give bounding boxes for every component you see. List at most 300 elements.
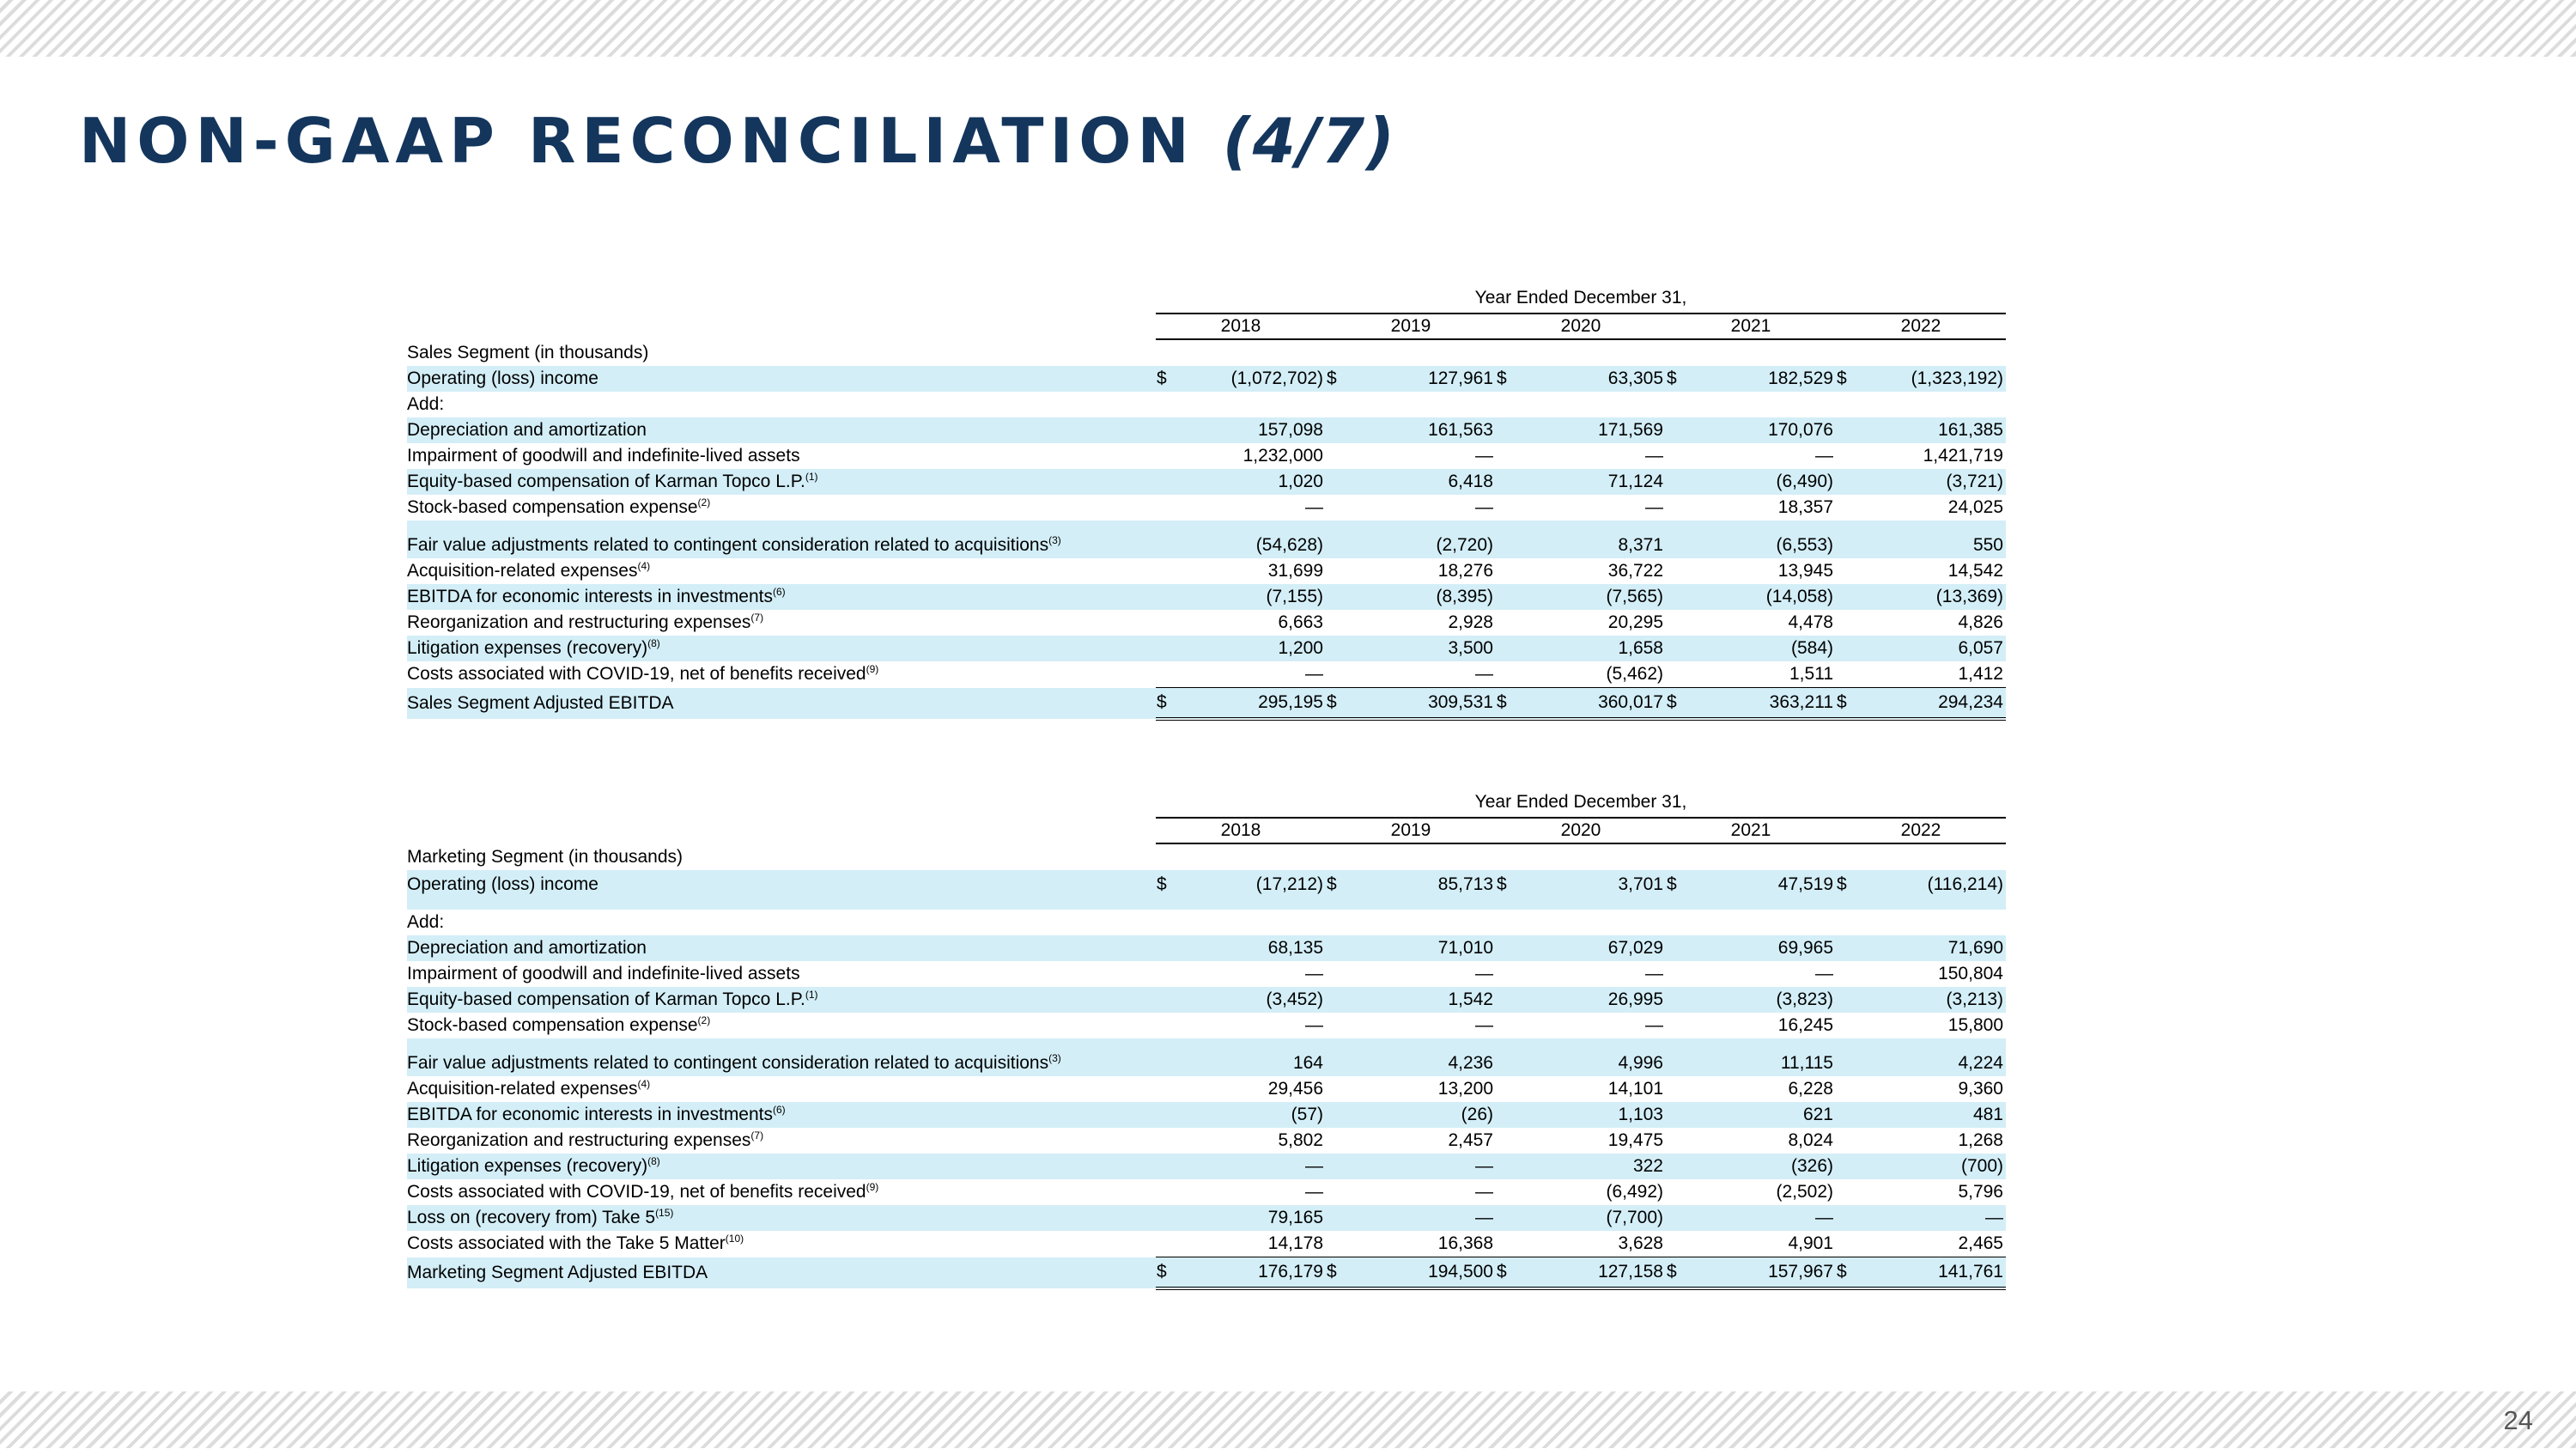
row-label (407, 935, 1156, 961)
value-cell: 1,658 (1522, 636, 1666, 661)
value-cell: 1,200 (1182, 636, 1326, 661)
currency-symbol (1156, 1154, 1182, 1179)
row-label-text: Marketing Segment Adjusted EBITDA (407, 1262, 708, 1282)
row-label-text: Costs associated with COVID-19, net of benefits received (407, 1182, 866, 1202)
currency-symbol (1326, 584, 1352, 610)
row-label (407, 366, 1156, 392)
currency-symbol (1326, 392, 1352, 417)
currency-symbol (1156, 417, 1182, 443)
top-stripe-band (0, 0, 2576, 57)
row-label-text: Costs associated with the Take 5 Matter (407, 1233, 726, 1254)
currency-symbol (1666, 443, 1692, 469)
row-label (407, 1257, 1156, 1289)
currency-symbol (1326, 443, 1352, 469)
value-cell: 3,628 (1522, 1231, 1666, 1257)
value-cell: — (1475, 446, 1493, 466)
currency-symbol (1496, 661, 1522, 688)
value-cell: (13,369) (1862, 584, 2006, 610)
currency-symbol (1836, 469, 1862, 495)
header-spacer (407, 818, 1156, 843)
currency-symbol (1836, 987, 1862, 1013)
value-cell: (7,700) (1522, 1205, 1666, 1231)
currency-symbol (1836, 1205, 1862, 1231)
currency-symbol (1836, 1179, 1862, 1205)
currency-symbol (1666, 1205, 1692, 1231)
currency-symbol (1156, 661, 1182, 688)
value-cell: (26) (1352, 1102, 1496, 1128)
currency-symbol (1836, 443, 1862, 469)
currency-symbol (1836, 1050, 1862, 1076)
value-cell: 47,519 (1692, 870, 1836, 910)
currency-symbol (1156, 1128, 1182, 1154)
currency-symbol (1666, 661, 1692, 688)
value-cell: 294,234 (1862, 688, 2006, 720)
table-row (407, 870, 2006, 910)
value-cell: 31,699 (1267, 561, 1323, 581)
currency-symbol (1666, 1128, 1692, 1154)
footnote-marker: (10) (725, 1233, 744, 1245)
value-cell (1692, 392, 1836, 417)
footnote-marker: (7) (750, 1129, 764, 1142)
row-label-text: EBITDA for economic interests in investments (407, 587, 773, 606)
row-label-text: Operating (loss) income (407, 874, 598, 894)
value-cell: 1,511 (1692, 661, 1836, 688)
row-label (407, 961, 1156, 987)
currency-symbol (1666, 987, 1692, 1013)
currency-symbol (1156, 1205, 1182, 1231)
value-cell: 8,024 (1788, 1130, 1833, 1150)
currency-symbol (1666, 910, 1692, 935)
value-cell: 1,421,719 (1923, 446, 2003, 466)
row-label (407, 1050, 1156, 1076)
currency-symbol (1836, 392, 1862, 417)
currency-symbol (1666, 935, 1692, 961)
currency-symbol (1666, 1102, 1692, 1128)
table-row (407, 366, 2006, 392)
row-label (407, 558, 1156, 584)
row-label-text: Loss on (recovery from) Take 5 (407, 1208, 656, 1227)
year-header-row (407, 314, 2006, 339)
table-row (407, 910, 2006, 935)
row-label-text: Add: (407, 912, 445, 932)
currency-symbol (1666, 558, 1692, 584)
footnote-marker: (9) (866, 1181, 879, 1193)
row-label (407, 636, 1156, 661)
table-row (407, 1179, 2006, 1205)
value-cell (1862, 392, 2006, 417)
row-label (407, 417, 1156, 443)
value-cell: (1,072,702) (1182, 366, 1326, 392)
value-cell: — (1475, 497, 1493, 517)
table-row (407, 558, 2006, 584)
row-spacer (407, 1038, 2006, 1050)
value-cell: 161,385 (1862, 417, 2006, 443)
currency-symbol: $ (1496, 1257, 1522, 1289)
footnote-marker: (2) (697, 1014, 711, 1026)
value-cell: — (1815, 964, 1833, 983)
value-cell: 141,761 (1862, 1257, 2006, 1289)
segment-label-spacer (1156, 843, 2006, 870)
footnote-marker: (9) (866, 663, 879, 676)
value-cell: 2,457 (1448, 1130, 1493, 1150)
currency-symbol: $ (1326, 366, 1352, 392)
currency-symbol (1496, 1179, 1522, 1205)
row-spacer-cell (407, 1038, 2006, 1050)
footnote-marker: (4) (637, 560, 651, 572)
currency-symbol: $ (1156, 870, 1182, 910)
footnote-marker: (6) (773, 586, 786, 598)
currency-symbol: $ (1326, 1257, 1352, 1289)
title-main: NON-GAAP RECONCILIATION (79, 105, 1223, 177)
row-label-text: Equity-based compensation of Karman Topco L.P. (407, 472, 805, 491)
currency-symbol: $ (1836, 1257, 1862, 1289)
value-cell: (7,155) (1182, 584, 1326, 610)
row-label (407, 1154, 1156, 1179)
value-cell: 36,722 (1607, 561, 1663, 581)
value-cell (1522, 392, 1666, 417)
value-cell: 29,456 (1267, 1079, 1323, 1099)
row-label-text: Acquisition-related expenses (407, 561, 638, 581)
table-row (407, 417, 2006, 443)
currency-symbol (1326, 935, 1352, 961)
sales-segment-table (407, 273, 2006, 721)
currency-symbol (1326, 987, 1352, 1013)
title-part: (4/7) (1222, 105, 1397, 177)
row-label-text: Operating (loss) income (407, 368, 598, 388)
value-cell: 1,020 (1182, 469, 1326, 495)
value-cell: (7,565) (1522, 584, 1666, 610)
footnote-marker: (3) (1048, 534, 1061, 546)
table-row (407, 1102, 2006, 1128)
header-spacer (407, 777, 1156, 818)
currency-symbol (1666, 469, 1692, 495)
value-cell: 6,057 (1862, 636, 2006, 661)
year-header: 2019 (1326, 314, 1496, 339)
currency-symbol (1836, 910, 1862, 935)
value-cell: 71,010 (1352, 935, 1496, 961)
currency-symbol (1836, 1013, 1862, 1038)
row-label-text: Equity-based compensation of Karman Topco L.P. (407, 989, 805, 1009)
currency-symbol (1836, 935, 1862, 961)
row-label (407, 1013, 1156, 1038)
value-cell: 67,029 (1522, 935, 1666, 961)
value-cell: 13,945 (1777, 561, 1833, 581)
currency-symbol (1496, 1013, 1522, 1038)
value-cell: 360,017 (1522, 688, 1666, 720)
currency-symbol (1156, 1076, 1182, 1102)
value-cell (1522, 910, 1666, 935)
value-cell: 4,236 (1352, 1050, 1496, 1076)
currency-symbol (1326, 636, 1352, 661)
currency-symbol (1666, 1050, 1692, 1076)
currency-symbol (1666, 1231, 1692, 1257)
currency-symbol (1666, 495, 1692, 521)
value-cell: (3,452) (1182, 987, 1326, 1013)
value-cell: 127,158 (1522, 1257, 1666, 1289)
value-cell: — (1475, 1015, 1493, 1035)
currency-symbol (1836, 584, 1862, 610)
currency-symbol: $ (1156, 688, 1182, 720)
year-header: 2020 (1496, 314, 1666, 339)
value-cell: (14,058) (1692, 584, 1836, 610)
currency-symbol (1496, 910, 1522, 935)
table-row (407, 1076, 2006, 1102)
currency-symbol (1156, 443, 1182, 469)
currency-symbol (1156, 987, 1182, 1013)
value-cell: — (1305, 497, 1323, 517)
row-label-text: Fair value adjustments related to contingent consideration related to acquisitions (407, 1053, 1049, 1073)
footnote-marker: (4) (637, 1078, 651, 1090)
currency-symbol (1496, 469, 1522, 495)
currency-symbol (1496, 1050, 1522, 1076)
currency-symbol (1156, 1179, 1182, 1205)
currency-symbol (1156, 935, 1182, 961)
currency-symbol: $ (1156, 1257, 1182, 1289)
currency-symbol (1666, 1154, 1692, 1179)
currency-symbol (1156, 495, 1182, 521)
table-row (407, 392, 2006, 417)
footnote-marker: (3) (1048, 1052, 1061, 1064)
period-header: Year Ended December 31, (1156, 777, 2006, 818)
currency-symbol: $ (1836, 870, 1862, 910)
value-cell: — (1645, 1015, 1663, 1035)
total-row (407, 1257, 2006, 1289)
value-cell: — (1645, 446, 1663, 466)
currency-symbol (1326, 1076, 1352, 1102)
value-cell: (2,502) (1776, 1182, 1833, 1202)
currency-symbol (1836, 1154, 1862, 1179)
currency-symbol: $ (1666, 366, 1692, 392)
row-label (407, 533, 1156, 558)
currency-symbol (1666, 417, 1692, 443)
value-cell: 182,529 (1692, 366, 1836, 392)
currency-symbol (1326, 661, 1352, 688)
table-row (407, 443, 2006, 469)
row-label (407, 584, 1156, 610)
currency-symbol (1156, 961, 1182, 987)
currency-symbol (1326, 469, 1352, 495)
currency-symbol (1496, 1231, 1522, 1257)
value-cell (1352, 392, 1496, 417)
value-cell: (2,720) (1352, 533, 1496, 558)
year-header: 2022 (1836, 818, 2006, 843)
currency-symbol (1666, 610, 1692, 636)
currency-symbol (1156, 469, 1182, 495)
table-row (407, 1050, 2006, 1076)
currency-symbol: $ (1156, 366, 1182, 392)
row-label (407, 1179, 1156, 1205)
table-row (407, 935, 2006, 961)
value-cell: 14,542 (1947, 561, 2003, 581)
row-label-text: Litigation expenses (recovery) (407, 638, 648, 658)
currency-symbol: $ (1666, 870, 1692, 910)
row-spacer (407, 521, 2006, 533)
segment-label: Sales Segment (in thousands) (407, 342, 649, 362)
table-row (407, 661, 2006, 688)
value-cell: 550 (1862, 533, 2006, 558)
row-label (407, 469, 1156, 495)
row-label (407, 987, 1156, 1013)
currency-symbol: $ (1496, 688, 1522, 720)
currency-symbol (1496, 1205, 1522, 1231)
footnote-marker: (6) (773, 1104, 786, 1116)
row-label (407, 1231, 1156, 1257)
value-cell: — (1305, 1015, 1323, 1035)
value-cell: 19,475 (1607, 1130, 1663, 1150)
currency-symbol: $ (1326, 870, 1352, 910)
row-label-text: Add: (407, 394, 445, 414)
currency-symbol (1496, 1076, 1522, 1102)
currency-symbol (1496, 1102, 1522, 1128)
currency-symbol: $ (1326, 688, 1352, 720)
value-cell: 4,901 (1692, 1231, 1836, 1257)
currency-symbol (1156, 533, 1182, 558)
value-cell: — (1182, 661, 1326, 688)
row-label-text: Depreciation and amortization (407, 938, 647, 958)
value-cell: 14,101 (1607, 1079, 1663, 1099)
bottom-stripe-band (0, 1391, 2576, 1448)
currency-symbol (1326, 1013, 1352, 1038)
row-label-text: Fair value adjustments related to contingent consideration related to acquisitions (407, 535, 1049, 555)
currency-symbol (1156, 910, 1182, 935)
table-row (407, 1013, 2006, 1038)
currency-symbol (1326, 1050, 1352, 1076)
currency-symbol (1326, 1231, 1352, 1257)
value-cell: 2,928 (1448, 612, 1493, 632)
row-spacer-cell (407, 521, 2006, 533)
value-cell: 322 (1522, 1154, 1666, 1179)
currency-symbol (1666, 584, 1692, 610)
value-cell (1692, 910, 1836, 935)
row-label (407, 1205, 1156, 1231)
footnote-marker: (2) (697, 496, 711, 508)
currency-symbol (1156, 1231, 1182, 1257)
row-label (407, 1128, 1156, 1154)
value-cell: (5,462) (1522, 661, 1666, 688)
value-cell: 18,276 (1437, 561, 1493, 581)
currency-symbol (1666, 961, 1692, 987)
currency-symbol (1836, 495, 1862, 521)
currency-symbol (1156, 1102, 1182, 1128)
currency-symbol (1326, 910, 1352, 935)
value-cell: 5,802 (1278, 1130, 1323, 1150)
value-cell: (57) (1182, 1102, 1326, 1128)
currency-symbol: $ (1666, 1257, 1692, 1289)
value-cell: (700) (1862, 1154, 2006, 1179)
currency-symbol: $ (1666, 688, 1692, 720)
row-label-text: Acquisition-related expenses (407, 1079, 638, 1099)
value-cell: (3,721) (1862, 469, 2006, 495)
value-cell (1182, 392, 1326, 417)
value-cell: 6,418 (1352, 469, 1496, 495)
currency-symbol (1496, 636, 1522, 661)
value-cell: 176,179 (1182, 1257, 1326, 1289)
value-cell: 85,713 (1352, 870, 1496, 910)
row-label (407, 1076, 1156, 1102)
value-cell: 3,500 (1352, 636, 1496, 661)
row-label (407, 392, 1156, 417)
value-cell: (326) (1692, 1154, 1836, 1179)
row-label (407, 910, 1156, 935)
currency-symbol: $ (1496, 366, 1522, 392)
year-header: 2022 (1836, 314, 2006, 339)
currency-symbol: $ (1836, 688, 1862, 720)
year-header-row (407, 818, 2006, 843)
row-label-text: Reorganization and restructuring expenses (407, 612, 751, 632)
value-cell: 194,500 (1352, 1257, 1496, 1289)
value-cell: 4,826 (1958, 612, 2003, 632)
currency-symbol (1836, 533, 1862, 558)
currency-symbol (1156, 1013, 1182, 1038)
currency-symbol (1836, 1076, 1862, 1102)
marketing-segment-table (407, 777, 2006, 1290)
value-cell: 6,663 (1278, 612, 1323, 632)
currency-symbol (1326, 558, 1352, 584)
currency-symbol (1326, 1128, 1352, 1154)
value-cell: 6,228 (1788, 1079, 1833, 1099)
value-cell: 5,796 (1958, 1182, 2003, 1202)
row-label (407, 688, 1156, 720)
value-cell: 71,690 (1862, 935, 2006, 961)
currency-symbol (1666, 533, 1692, 558)
value-cell: 171,569 (1522, 417, 1666, 443)
currency-symbol (1496, 935, 1522, 961)
period-header-row (407, 777, 2006, 818)
currency-symbol (1666, 636, 1692, 661)
currency-symbol (1326, 533, 1352, 558)
value-cell: (116,214) (1862, 870, 2006, 910)
value-cell: 1,232,000 (1242, 446, 1323, 466)
value-cell: 4,224 (1862, 1050, 2006, 1076)
value-cell: (6,492) (1606, 1182, 1663, 1202)
currency-symbol (1156, 636, 1182, 661)
value-cell: — (1645, 964, 1663, 983)
value-cell: 4,478 (1788, 612, 1833, 632)
table-row (407, 1231, 2006, 1257)
value-cell: 14,178 (1182, 1231, 1326, 1257)
currency-symbol (1496, 1154, 1522, 1179)
value-cell: 1,412 (1862, 661, 2006, 688)
segment-label-row (407, 339, 2006, 366)
page-title (79, 105, 1396, 177)
currency-symbol (1836, 1102, 1862, 1128)
row-label-text: Reorganization and restructuring expenses (407, 1130, 751, 1150)
value-cell: 3,701 (1522, 870, 1666, 910)
year-header: 2019 (1326, 818, 1496, 843)
table-row (407, 495, 2006, 521)
year-header: 2020 (1496, 818, 1666, 843)
value-cell: 63,305 (1522, 366, 1666, 392)
period-header: Year Ended December 31, (1156, 273, 2006, 314)
currency-symbol (1496, 495, 1522, 521)
value-cell: — (1475, 964, 1493, 983)
footnote-marker: (8) (647, 637, 660, 649)
row-label-text: Depreciation and amortization (407, 420, 647, 440)
currency-symbol (1496, 1128, 1522, 1154)
row-label (407, 443, 1156, 469)
segment-label-row (407, 843, 2006, 870)
currency-symbol (1326, 1154, 1352, 1179)
value-cell: — (1352, 1154, 1496, 1179)
row-label-text: Impairment of goodwill and indefinite-lived assets (407, 964, 800, 983)
table-row (407, 584, 2006, 610)
value-cell: 79,165 (1182, 1205, 1326, 1231)
value-cell: — (1475, 1182, 1493, 1202)
value-cell: (1,323,192) (1862, 366, 2006, 392)
currency-symbol (1156, 392, 1182, 417)
value-cell: 26,995 (1522, 987, 1666, 1013)
year-header: 2021 (1666, 818, 1836, 843)
